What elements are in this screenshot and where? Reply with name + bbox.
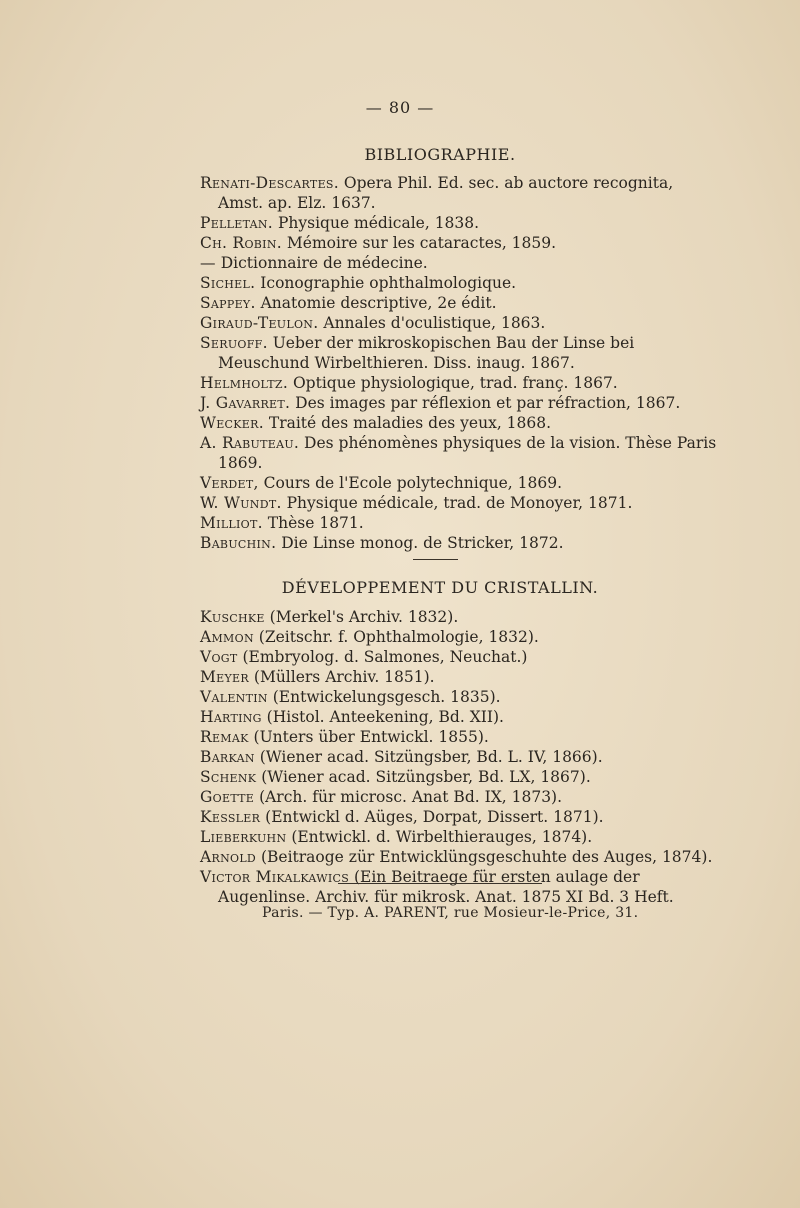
reference-author: Verdet, <box>200 474 259 492</box>
reference-author: Valentin <box>200 688 268 706</box>
reference-author: Kuschke <box>200 608 265 626</box>
reference-entry <box>200 493 720 513</box>
reference-entry <box>200 687 720 707</box>
reference-author: Sappey. <box>200 294 256 312</box>
reference-entry <box>200 313 720 333</box>
reference-author: W. Wundt. <box>200 494 282 512</box>
reference-entry <box>200 647 720 667</box>
reference-entry <box>200 413 720 433</box>
reference-text: Thèse 1871. <box>262 514 364 532</box>
reference-entry <box>200 787 720 807</box>
reference-entry <box>200 433 720 473</box>
reference-text: (Merkel's Archiv. 1832). <box>264 608 459 626</box>
reference-entry <box>200 293 720 313</box>
reference-text: (Müllers Archiv. 1851). <box>248 668 435 686</box>
reference-entry <box>200 253 720 273</box>
reference-text: (Entwickl d. Aüges, Dorpat, Dissert. 1871). <box>260 808 604 826</box>
reference-text: Mémoire sur les cataractes, 1859. <box>281 234 557 252</box>
reference-author: Kessler <box>200 808 261 826</box>
reference-entry <box>200 213 720 233</box>
reference-text: Traité des maladies des yeux, 1868. <box>263 414 552 432</box>
reference-text: (Unters über Entwickl. 1855). <box>248 728 489 746</box>
reference-author: Milliot. <box>200 514 263 532</box>
reference-entry <box>200 473 720 493</box>
reference-author: Ammon <box>200 628 254 646</box>
reference-text: Die Linse monog. de Stricker, 1872. <box>276 534 564 552</box>
reference-author: Ch. Robin. <box>200 234 282 252</box>
reference-author: Meyer <box>200 668 249 686</box>
reference-author: Goette <box>200 788 255 806</box>
reference-entry <box>200 233 720 253</box>
reference-author: Babuchin. <box>200 534 277 552</box>
reference-text: Anatomie descriptive, 2e édit. <box>255 294 497 312</box>
bibliography-heading: BIBLIOGRAPHIE. <box>364 145 516 164</box>
reference-text: (Beitraoge zür Entwicklüngsgeschuhte des Auges, 1874). <box>256 848 713 866</box>
reference-entry <box>200 513 720 533</box>
reference-entry <box>200 393 720 413</box>
reference-text: Physique médicale, 1838. <box>273 214 480 232</box>
reference-text: Opera Phil. Ed. sec. ab auctore recognita, Amst. ap. Elz. 1637. <box>218 174 674 212</box>
reference-author: Barkan <box>200 748 255 766</box>
reference-text: (Zeitschr. f. Ophthalmologie, 1832). <box>253 628 539 646</box>
reference-text: Des phénomènes physiques de la vision. Thèse Paris 1869. <box>218 434 717 472</box>
reference-author: A. Rabuteau. <box>200 434 300 452</box>
reference-entry <box>200 767 720 787</box>
reference-entry <box>200 707 720 727</box>
reference-text: Optique physiologique, trad. franç. 1867. <box>288 374 618 392</box>
section-divider <box>413 559 458 560</box>
reference-entry <box>200 627 720 647</box>
reference-entry <box>200 273 720 293</box>
reference-author: Vogt <box>200 648 238 666</box>
reference-entry <box>200 847 720 867</box>
reference-author: Harting <box>200 708 262 726</box>
reference-entry <box>200 747 720 767</box>
reference-text: (Wiener acad. Sitzüngsber, Bd. LX, 1867). <box>256 768 591 786</box>
reference-author: Victor Mikalkawics <box>200 868 350 886</box>
reference-entry <box>200 533 720 553</box>
reference-text: (Ein Beitraege für ersten aulage der Augenlinse. Archiv. für mikrosk. Anat. 1875 XI Bd. 3 Heft. <box>218 868 674 906</box>
reference-entry <box>200 727 720 747</box>
development-list <box>200 607 720 907</box>
reference-text: (Histol. Anteekening, Bd. XII). <box>261 708 504 726</box>
reference-author: Lieberkuhn <box>200 828 287 846</box>
page-number: — 80 — <box>365 98 435 117</box>
reference-author: Renati-Descartes. <box>200 174 339 192</box>
reference-author: Wecker. <box>200 414 264 432</box>
reference-text: (Entwickelungsgesch. 1835). <box>267 688 501 706</box>
reference-text: (Wiener acad. Sitzüngsber, Bd. L. IV, 1866). <box>254 748 603 766</box>
reference-author: Sichel. <box>200 274 256 292</box>
reference-text: Cours de l'Ecole polytechnique, 1869. <box>258 474 563 492</box>
reference-entry <box>200 807 720 827</box>
reference-author: Remak <box>200 728 249 746</box>
reference-author: Giraud-Teulon. <box>200 314 319 332</box>
bibliography-list <box>200 173 720 553</box>
reference-author: Helmholtz. <box>200 374 289 392</box>
reference-text: Dictionnaire de médecine. <box>215 254 428 272</box>
reference-entry <box>200 607 720 627</box>
reference-author: Seruoff. <box>200 334 268 352</box>
reference-author: J. Gavarret. <box>200 394 291 412</box>
reference-entry <box>200 867 720 907</box>
reference-author: Arnold <box>200 848 257 866</box>
reference-text: (Arch. für microsc. Anat Bd. IX, 1873). <box>254 788 563 806</box>
reference-author: Schenk <box>200 768 257 786</box>
reference-author: Pelletan. <box>200 214 274 232</box>
reference-entry <box>200 333 720 373</box>
reference-text: Annales d'oculistique, 1863. <box>318 314 546 332</box>
development-heading: DÉVELOPPEMENT DU CRISTALLIN. <box>281 578 599 597</box>
reference-text: (Embryolog. d. Salmones, Neuchat.) <box>237 648 528 666</box>
reference-text: Des images par réflexion et par réfraction, 1867. <box>290 394 681 412</box>
reference-author: — <box>200 254 216 272</box>
reference-text: (Entwickl. d. Wirbelthierauges, 1874). <box>286 828 593 846</box>
reference-entry <box>200 173 720 213</box>
reference-text: Iconographie ophthalmologique. <box>255 274 517 292</box>
printer-imprint: Paris. — Typ. A. PARENT, rue Mosieur-le-Price, 31. <box>262 905 639 921</box>
reference-entry <box>200 827 720 847</box>
reference-entry <box>200 373 720 393</box>
reference-text: Ueber der mikroskopischen Bau der Linse bei Meuschund Wirbelthieren. Diss. inaug. 1867. <box>218 334 635 372</box>
reference-entry <box>200 667 720 687</box>
footer-divider <box>338 883 542 884</box>
reference-text: Physique médicale, trad. de Monoyer, 1871. <box>281 494 633 512</box>
